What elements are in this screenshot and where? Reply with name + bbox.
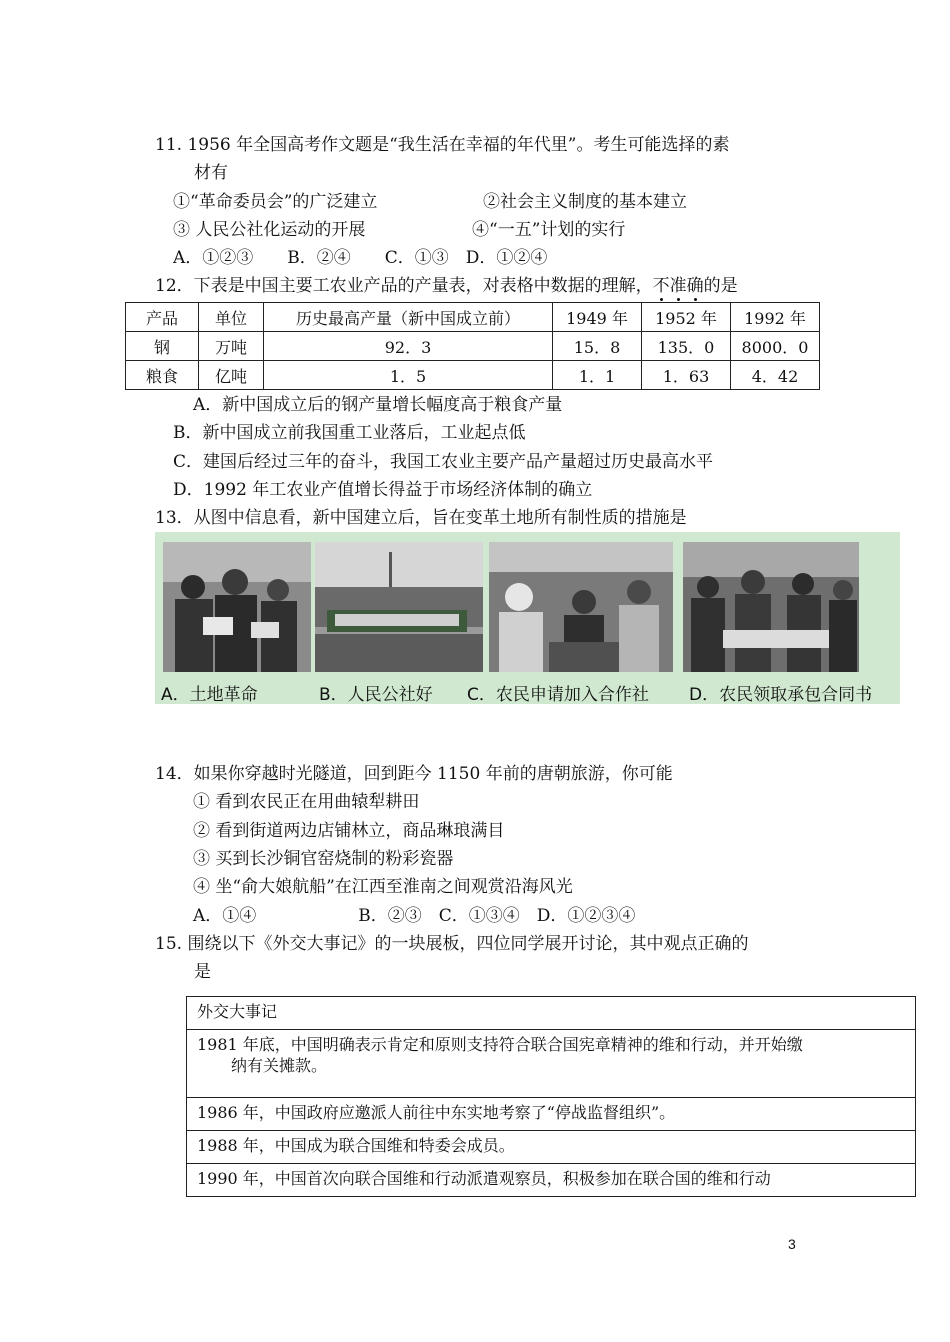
- q12-option-a: A．新中国成立后的钢产量增长幅度高于粮食产量: [193, 395, 563, 415]
- table-cell: 万吨: [199, 332, 264, 361]
- caption-c: C．农民申请加入合作社: [467, 685, 649, 705]
- q14-statement-3: ③ 买到长沙铜官窑烧制的粉彩瓷器: [193, 849, 454, 869]
- table-header-row: [126, 303, 820, 332]
- q12-option-c: C．建国后经过三年的奋斗，我国工农业主要产品产量超过历史最高水平: [173, 452, 714, 472]
- table-title-cell: 外交大事记: [187, 997, 916, 1030]
- header-cell: 1992 年: [731, 303, 820, 332]
- page-number: 3: [788, 1236, 796, 1252]
- q11-option-3: ③ 人民公社化运动的开展: [173, 220, 366, 240]
- q11-option-2: ②社会主义制度的基本建立: [483, 192, 687, 212]
- table-cell: 粮食: [126, 361, 199, 390]
- table-cell: 4．42: [731, 361, 820, 390]
- table-row: [126, 361, 820, 390]
- q14-statement-1: ① 看到农民正在用曲辕犁耕田: [193, 792, 420, 812]
- diplomacy-chronicle-table: [186, 996, 916, 1197]
- table-row: [187, 1030, 916, 1098]
- caption-d: D．农民领取承包合同书: [689, 685, 873, 705]
- event-1988: 1988 年，中国成为联合国维和特委会成员。: [187, 1131, 916, 1164]
- q12-emphasis-2: 准: [669, 276, 687, 296]
- q15-stem: 15. 围绕以下《外交大事记》的一块展板，四位同学展开讨论，其中观点正确的: [155, 934, 749, 954]
- table-cell: 15．8: [553, 332, 642, 361]
- photo-land-revolution: [163, 542, 311, 672]
- table-cell: 8000．0: [731, 332, 820, 361]
- photo-contract-collection: [683, 542, 859, 672]
- q12-emphasis-3: 确: [686, 276, 704, 296]
- table-row: [126, 332, 820, 361]
- table-cell: 92．3: [264, 332, 553, 361]
- q12-emphasis-1: 不: [652, 276, 670, 296]
- q14-statement-4: ④ 坐“俞大娘航船”在江西至淮南之间观赏沿海风光: [193, 877, 573, 897]
- q12-option-d: D．1992 年工农业产值增长得益于市场经济体制的确立: [173, 480, 593, 500]
- table-cell: 亿吨: [199, 361, 264, 390]
- q11-option-1: ①“革命委员会”的广泛建立: [173, 192, 378, 212]
- header-cell: 产品: [126, 303, 199, 332]
- q14-stem: 14．如果你穿越时光隧道，回到距今 1150 年前的唐朝旅游，你可能: [155, 764, 673, 784]
- header-cell: 单位: [199, 303, 264, 332]
- photo-peoples-commune: [315, 542, 483, 672]
- q13-photo-panel: [155, 532, 900, 704]
- q11-option-4: ④“一五”计划的实行: [472, 220, 626, 240]
- q13-stem: 13．从图中信息看，新中国建立后，旨在变革土地所有制性质的措施是: [155, 508, 687, 528]
- table-cell: 钢: [126, 332, 199, 361]
- table-cell: 1．1: [553, 361, 642, 390]
- table-cell: [187, 1030, 916, 1098]
- table-cell: 1．63: [642, 361, 731, 390]
- caption-a: A．土地革命: [161, 685, 258, 705]
- table-row: [187, 1098, 916, 1131]
- table-cell: 135．0: [642, 332, 731, 361]
- event-1990: 1990 年，中国首次向联合国维和行动派遣观察员，积极参加在联合国的维和行动: [187, 1164, 916, 1197]
- caption-b: B．人民公社好: [319, 685, 433, 705]
- q12-option-b: B．新中国成立前我国重工业落后，工业起点低: [173, 423, 526, 443]
- header-cell: 1952 年: [642, 303, 731, 332]
- q14-statement-2: ② 看到街道两边店铺林立，商品琳琅满目: [193, 821, 505, 841]
- q12-stem: [155, 275, 738, 297]
- table-cell: 1．5: [264, 361, 553, 390]
- table-row: [187, 1164, 916, 1197]
- q14-choices: A．①④ B．②③ C．①③④ D．①②③④: [193, 906, 636, 926]
- event-1981-cont: 纳有关摊款。: [231, 1056, 328, 1075]
- table-row: [187, 1131, 916, 1164]
- header-cell: 历史最高产量（新中国成立前）: [264, 303, 553, 332]
- q12-stem-before: 12．下表是中国主要工农业产品的产量表，对表格中数据的理解，: [155, 276, 653, 296]
- photo-cooperative-application: [489, 542, 673, 672]
- production-table: [125, 302, 820, 390]
- event-1986: 1986 年，中国政府应邀派人前往中东实地考察了“停战监督组织”。: [187, 1098, 916, 1131]
- q15-stem-cont: 是: [194, 962, 211, 982]
- q12-stem-after: 的是: [703, 276, 738, 296]
- q11-stem-cont: 材有: [194, 163, 228, 183]
- table-row: [187, 997, 916, 1030]
- event-1981: 1981 年底，中国明确表示肯定和原则支持符合联合国宪章精神的维和行动，并开始缴: [197, 1035, 803, 1054]
- q11-choices: A．①②③ B．②④ C．①③ D．①②④: [173, 248, 548, 268]
- header-cell: 1949 年: [553, 303, 642, 332]
- q11-stem: 11. 1956 年全国高考作文题是“我生活在幸福的年代里”。考生可能选择的素: [155, 135, 730, 155]
